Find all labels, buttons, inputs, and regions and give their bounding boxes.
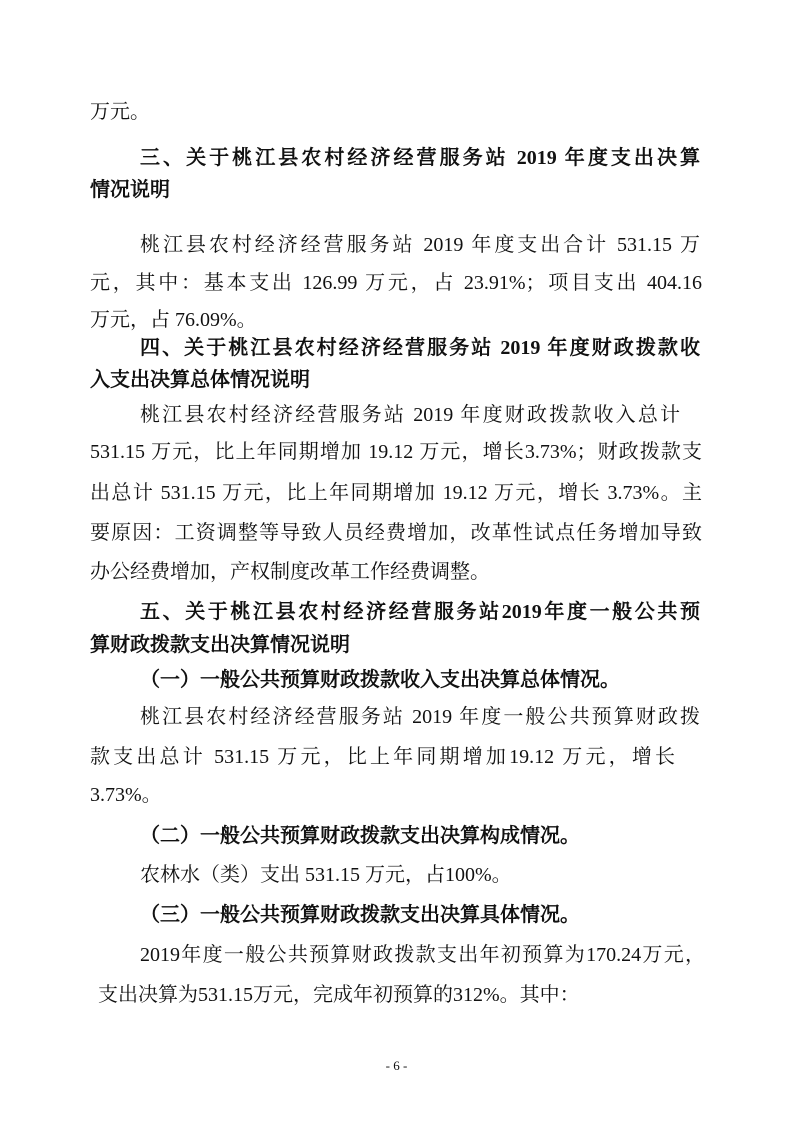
- text-line: 支出决算为531.15万元，完成年初预算的312%。其中：: [98, 984, 580, 1006]
- text-line: 办公经费增加，产权制度改革工作经费调整。: [90, 561, 490, 583]
- subsection-heading: （一）一般公共预算财政拨款收入支出决算总体情况。: [140, 669, 620, 691]
- text-line: 桃江县农村经济经营服务站 2019 年度一般公共预算财政拨: [140, 706, 700, 728]
- text-line: 出总计 531.15 万元，比上年同期增加 19.12 万元，增长 3.73%。主: [90, 482, 702, 504]
- section-heading: 四、关于桃江县农村经济经营服务站 2019 年度财政拨款收: [140, 337, 700, 359]
- text-line: 531.15 万元，比上年同期增加 19.12 万元，增长3.73%；财政拨款支: [90, 441, 702, 463]
- text-line: 桃江县农村经济经营服务站 2019 年度支出合计 531.15 万: [140, 234, 700, 256]
- text-line: 万元。: [90, 101, 150, 123]
- section-heading: 情况说明: [90, 179, 170, 201]
- section-heading: 三、关于桃江县农村经济经营服务站 2019 年度支出决算: [140, 147, 700, 169]
- section-heading: 算财政拨款支出决算情况说明: [90, 634, 350, 656]
- text-line: 3.73%。: [90, 784, 162, 806]
- page-number: - 6 -: [385, 1058, 408, 1073]
- text-line: 款支出总计 531.15 万元，比上年同期增加19.12 万元，增长: [90, 746, 675, 768]
- text-line: 要原因：工资调整等导致人员经费增加，改革性试点任务增加导致: [90, 522, 702, 544]
- subsection-heading: （二）一般公共预算财政拨款支出决算构成情况。: [140, 825, 580, 847]
- subsection-heading: （三）一般公共预算财政拨款支出决算具体情况。: [140, 904, 580, 926]
- text-line: 万元，占 76.09%。: [90, 309, 257, 331]
- text-line: 农林水（类）支出 531.15 万元，占100%。: [140, 864, 512, 886]
- text-line: 元，其中：基本支出 126.99 万元，占 23.91%；项目支出 404.16: [90, 272, 702, 294]
- text-line: 2019年度一般公共预算财政拨款支出年初预算为170.24万元，: [140, 944, 705, 966]
- section-heading: 入支出决算总体情况说明: [90, 369, 310, 391]
- section-heading: 五、关于桃江县农村经济经营服务站2019年度一般公共预: [140, 601, 700, 623]
- text-line: 桃江县农村经济经营服务站 2019 年度财政拨款收入总计: [140, 404, 680, 426]
